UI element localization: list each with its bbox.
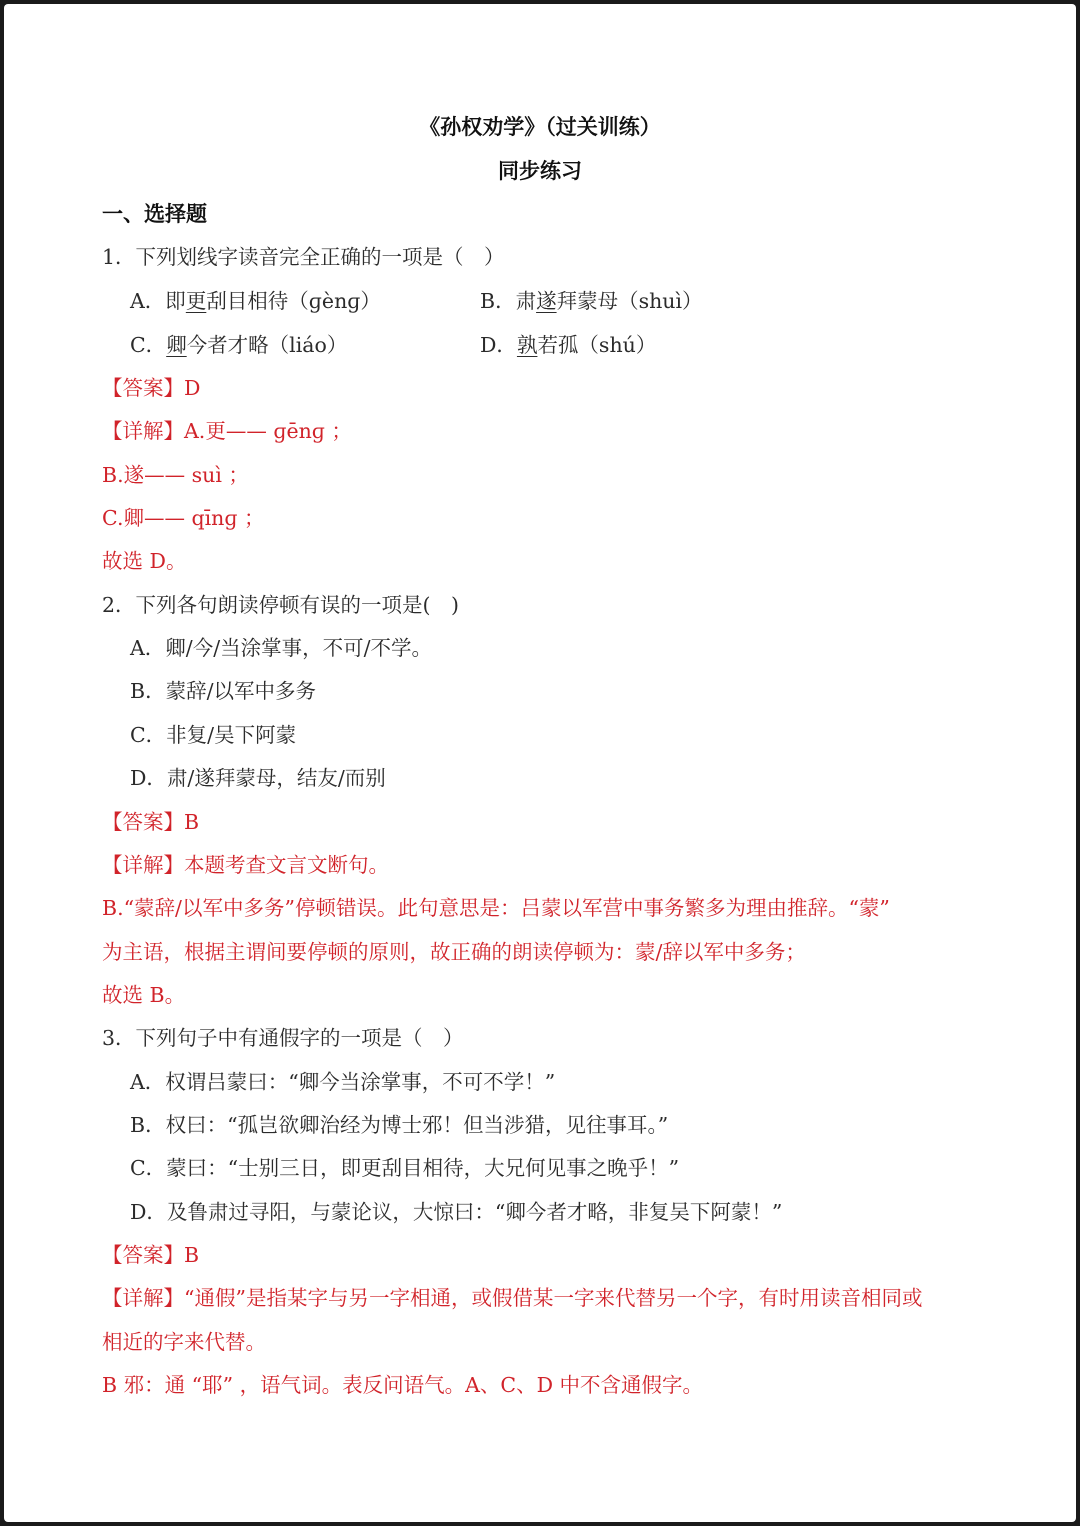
q2-detail-1 <box>102 851 389 879</box>
q2-stem: 2．下列各句朗读停顿有误的一项是( ) <box>102 593 460 617</box>
q3-option-a: A．权谓吕蒙曰：“卿今当涂掌事，不可不学！” <box>130 1070 556 1094</box>
q3-stem: 3．下列句子中有通假字的一项是（ ） <box>102 1026 464 1050</box>
detail-text: A.更—— ɡēnɡ ； <box>184 419 352 443</box>
q1-option-a <box>130 287 381 315</box>
detail-text: “通假”是指某字与另一字相通，或假借某一字来代替另一个字，有时用读音相同或 <box>184 1286 923 1310</box>
q1-option-d-rest: 若孤（shú） <box>537 333 657 357</box>
answer-value: B <box>184 810 200 834</box>
detail-tag: 【详解】 <box>102 419 184 443</box>
answer-tag: 【答案】 <box>102 810 184 834</box>
q2-option-b: B．蒙辞/以军中多务 <box>130 679 316 703</box>
q2-detail-2: B.“蒙辞/以军中多务”停顿错误。此句意思是：吕蒙以军营中事务繁多为理由推辞。“蒙” <box>102 896 890 920</box>
q1-option-b-rest: 拜蒙母（shuì） <box>556 289 703 313</box>
q3-detail-3: B 邪：通 “耶” ，语气词。表反问语气。A、C、D 中不含通假字。 <box>102 1373 704 1397</box>
q1-option-b <box>480 287 703 315</box>
q1-option-d-underlined: 孰 <box>516 333 538 357</box>
q1-stem: 1．下列划线字读音完全正确的一项是（ ） <box>102 245 505 269</box>
q3-answer <box>102 1241 199 1269</box>
detail-text: 本题考查文言文断句。 <box>184 853 389 877</box>
answer-tag: 【答案】 <box>102 1243 184 1267</box>
q1-option-a-prefix: A．即 <box>130 289 186 313</box>
q2-option-c: C．非复/吴下阿蒙 <box>130 723 297 747</box>
q1-option-a-rest: 刮目相待（ɡènɡ） <box>206 289 381 313</box>
q1-detail-4: 故选 D。 <box>102 549 187 573</box>
answer-value: B <box>184 1243 200 1267</box>
q3-option-c: C．蒙曰：“士别三日，即更刮目相待，大兄何见事之晚乎！” <box>130 1156 680 1180</box>
q1-detail-3: C.卿—— qīnɡ ； <box>102 506 265 530</box>
q3-option-d: D．及鲁肃过寻阳，与蒙论议，大惊曰：“卿今者才略，非复吴下阿蒙！” <box>130 1200 783 1224</box>
q1-option-c-rest: 今者才略（liáo） <box>186 333 348 357</box>
doc-title: 《孙权劝学》（过关训练） <box>419 114 661 139</box>
q3-detail-2: 相近的字来代替。 <box>102 1330 266 1354</box>
detail-tag: 【详解】 <box>102 1286 184 1310</box>
answer-tag: 【答案】 <box>102 376 184 400</box>
doc-subtitle: 同步练习 <box>498 158 582 183</box>
q1-detail-1 <box>102 417 352 445</box>
q2-answer <box>102 808 199 836</box>
q1-option-b-prefix: B．肃 <box>480 289 537 313</box>
q2-option-a: A．卿/今/当涂掌事，不可/不学。 <box>130 636 433 660</box>
q3-option-b: B．权曰：“孤岂欲卿治经为博士邪！但当涉猎，见往事耳。” <box>130 1113 669 1137</box>
detail-tag: 【详解】 <box>102 853 184 877</box>
q1-option-d <box>480 331 656 359</box>
section-heading: 一、选择题 <box>102 201 207 226</box>
q2-detail-4: 故选 B。 <box>102 983 186 1007</box>
q1-option-b-underlined: 遂 <box>536 289 557 313</box>
answer-value: D <box>184 376 201 400</box>
q1-detail-2: B.遂—— suì ； <box>102 463 249 487</box>
q3-detail-1 <box>102 1284 922 1312</box>
q1-option-a-underlined: 更 <box>185 289 207 313</box>
q2-option-d: D．肃/遂拜蒙母，结友/而别 <box>130 766 386 790</box>
q1-option-c-prefix: C． <box>130 333 167 357</box>
q1-option-c-underlined: 卿 <box>166 333 187 357</box>
document-page <box>4 4 1076 1522</box>
q1-option-d-prefix: D． <box>480 333 517 357</box>
q1-option-c <box>130 331 347 359</box>
q1-answer <box>102 374 200 402</box>
q2-detail-3: 为主语，根据主谓间要停顿的原则，故正确的朗读停顿为：蒙/辞以军中多务； <box>102 940 806 964</box>
